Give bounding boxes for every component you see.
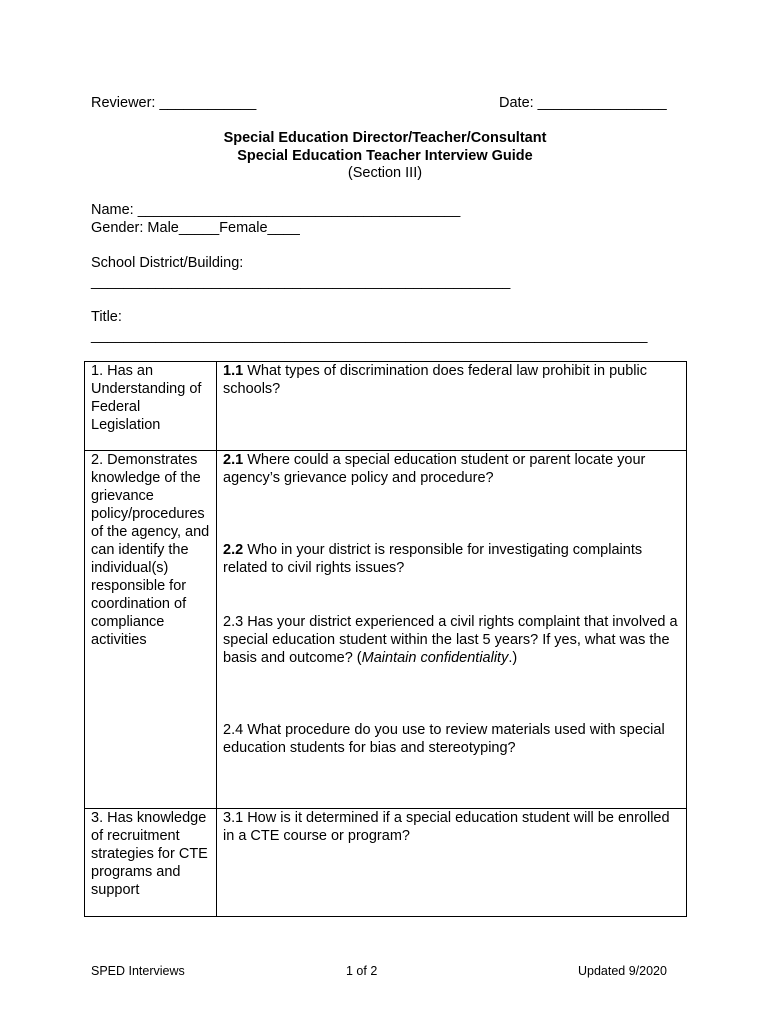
interview-guide-table	[84, 361, 687, 917]
question-1-1	[223, 362, 680, 398]
document-title-line-1: Special Education Director/Teacher/Consultant	[223, 130, 547, 146]
name-field: Name: ________________________________________	[91, 202, 461, 218]
question-text: What procedure do you use to review materials used with special education students for bias and stereotyping?	[223, 722, 665, 756]
table-row	[85, 809, 687, 917]
questions-cell	[217, 451, 687, 809]
school-district-label: School District/Building:	[91, 255, 244, 271]
question-number: 2.2	[223, 542, 244, 558]
school-district-blank: ____________________________________________________	[91, 274, 511, 290]
document-section-label: (Section III)	[347, 165, 423, 181]
footer-page-number: 1 of 2	[346, 964, 378, 978]
question-italic-note: Maintain confidentiality	[361, 650, 509, 666]
document-title-line-2: Special Education Teacher Interview Guide	[237, 148, 533, 164]
footer-document-name: SPED Interviews	[91, 964, 185, 978]
question-number: 2.1	[223, 452, 244, 468]
gender-field: Gender: Male_____Female____	[91, 220, 300, 236]
question-text: How is it determined if a special education student will be enrolled in a CTE course or program?	[223, 810, 670, 844]
question-text-tail: .)	[508, 650, 518, 666]
table-row	[85, 451, 687, 809]
competency-label: 3. Has knowledge of recruitment strategies for CTE programs and support	[91, 810, 208, 898]
competency-label: 2. Demonstrates knowledge of the grievance policy/procedures of the agency, and can identify the individual(s) responsible for coordination of compliance activities	[91, 452, 210, 648]
question-text: Has your district experienced a civil rights complaint that involved a special education student within the last 5 years? If yes, what was the basis and outcome? (	[223, 614, 678, 666]
reviewer-field: Reviewer: ____________	[91, 95, 257, 111]
competency-cell	[85, 809, 217, 917]
question-2-4	[223, 721, 680, 757]
footer-updated-date: Updated 9/2020	[578, 964, 667, 978]
date-field: Date: ________________	[499, 95, 667, 111]
title-blank: _____________________________________________________________________	[91, 328, 648, 344]
table-row	[85, 362, 687, 451]
question-text: Who in your district is responsible for investigating complaints related to civil rights issues?	[223, 542, 643, 576]
question-2-3	[223, 613, 680, 667]
question-number: 3.1	[223, 810, 244, 826]
question-number: 1.1	[223, 363, 244, 379]
questions-cell	[217, 809, 687, 917]
competency-cell	[85, 362, 217, 451]
title-label: Title:	[91, 309, 122, 325]
competency-cell	[85, 451, 217, 809]
questions-cell	[217, 362, 687, 451]
question-2-2	[223, 541, 680, 577]
question-text: Where could a special education student or parent locate your agency’s grievance policy and procedure?	[223, 452, 646, 486]
question-3-1	[223, 809, 680, 845]
question-number: 2.3	[223, 614, 244, 630]
question-number: 2.4	[223, 722, 244, 738]
question-2-1	[223, 451, 680, 487]
question-text: What types of discrimination does federal law prohibit in public schools?	[223, 363, 647, 397]
competency-label: 1. Has an Understanding of Federal Legislation	[91, 363, 202, 433]
